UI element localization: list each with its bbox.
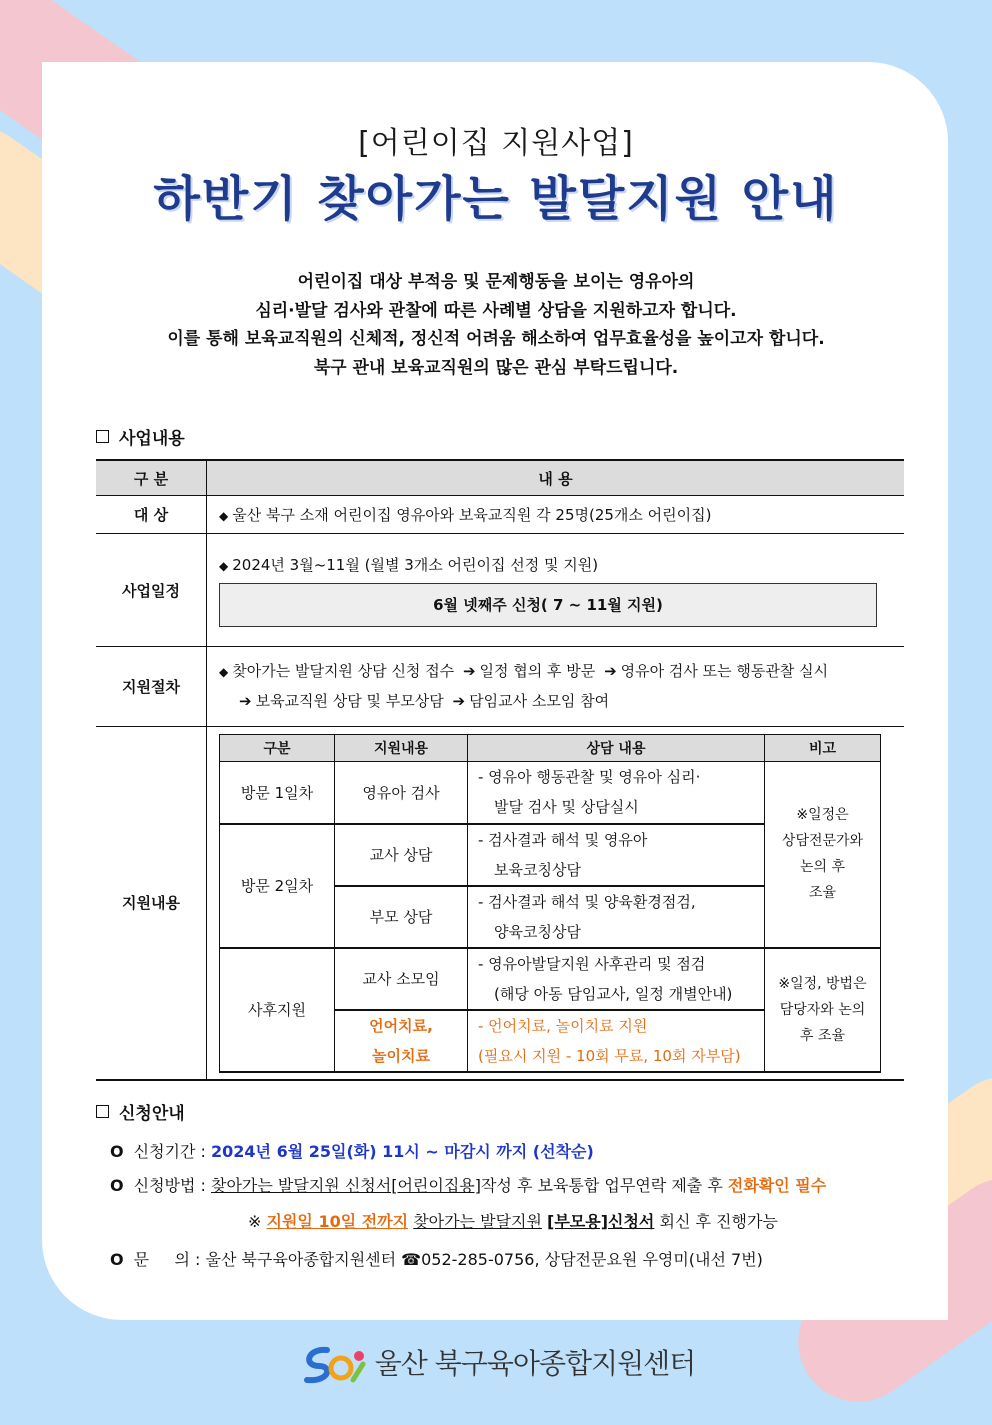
after-support: 사후지원 [220,948,335,1072]
col-header-content: 내 용 [207,460,905,496]
table-header-row [96,460,904,496]
support-item: 영유아 검사 [335,762,468,824]
table-row [96,727,904,1080]
page-title: 하반기 찾아가는 발달지원 안내 [153,171,839,227]
visit-day-1: 방문 1일차 [220,762,335,824]
org-logo-icon [297,1344,369,1386]
support-item-therapy: 언어치료, 놀이치료 [335,1010,468,1072]
circle-bullet-icon: O [110,1176,124,1195]
remark-note: ※일정은 상담전문가와 논의 후 조율 [765,762,881,948]
table-row [96,534,904,647]
apply-notice: ※ 지원일 10일 전까지 찾아가는 발달지원 [부모용]신청서 회신 후 진행가능 [248,1212,778,1231]
row-label-procedure: 지원절차 [96,647,207,727]
intro-line: 심리·발달 검사와 관찰에 따른 사례별 상담을 지원하고자 합니다. [255,300,737,321]
support-desc: - 영유아발달지원 사후관리 및 점검 (해당 아동 담임교사, 일정 개별안내) [468,948,765,1010]
support-desc: - 언어치료, 놀이치료 지원 (필요시 지원 - 10회 무료, 10회 자부담) [468,1010,765,1072]
diamond-bullet-icon: ◆ [219,665,229,679]
row-label-support: 지원내용 [96,727,207,1080]
inner-col-header: 지원내용 [335,735,468,762]
arrow-right-icon: ➔ [604,662,617,680]
section-title-business: 사업내용 [96,424,185,449]
support-item: 교사 상담 [335,824,468,886]
section-title-apply: 신청안내 [96,1099,185,1124]
checkbox-square-icon [96,430,109,443]
apply-period: O 신청기간 : 2024년 6월 25일(화) 11시 ~ 마감시 까지 (선착순) [110,1142,594,1161]
col-header-category: 구 분 [96,460,207,496]
footer-org: 울산 북구육아종합지원센터 [0,1342,992,1386]
support-desc: - 검사결과 해석 및 양육환경점검, 양육코칭상담 [468,886,765,948]
checkbox-square-icon [96,1105,109,1118]
support-detail-table [219,734,881,1073]
row-content-support [207,727,905,1080]
arrow-right-icon: ➔ [462,662,476,680]
intro-line: 이를 통해 보육교직원의 신체적, 정신적 어려움 해소하여 업무효율성을 높이고자 합니다. [167,329,825,349]
business-table [96,459,904,1081]
apply-method: O 신청방법 : 찾아가는 발달지원 신청서[어린이집용]작성 후 보육통합 업무연락 제출 후 전화확인 필수 [110,1176,827,1195]
support-item: 부모 상담 [335,886,468,948]
diamond-bullet-icon: ◆ [219,558,229,573]
apply-contact: O 문 의 : 울산 북구육아종합지원센터 ☎052-285-0756, 상담전문요원 우영미(내선 7번) [110,1250,763,1269]
row-content-schedule: ◆ 2024년 3월~11월 (월별 3개소 어린이집 선정 및 지원) 6월 넷째주 신청( 7 ~ 11월 지원) [207,534,905,647]
inner-col-header: 구분 [220,735,335,762]
arrow-right-icon: ➔ [452,692,466,710]
row-label-schedule: 사업일정 [96,534,207,647]
inner-col-header: 상담 내용 [468,735,765,762]
remark-note: ※일정, 방법은 담당자와 논의 후 조율 [765,948,881,1072]
category-heading: [어린이집 지원사업] [358,126,634,161]
diamond-bullet-icon: ◆ [219,509,229,523]
table-row [220,762,881,824]
inner-col-header: 비고 [765,735,881,762]
row-content-target: ◆ 울산 북구 소재 어린이집 영유아와 보육교직원 각 25명(25개소 어린이집) [207,496,905,534]
table-row [96,496,904,534]
support-item: 교사 소모임 [335,948,468,1010]
arrow-right-icon: ➔ [239,692,252,710]
circle-bullet-icon: O [110,1142,124,1161]
table-row [220,948,881,1010]
row-label-target: 대 상 [96,496,207,534]
schedule-highlight: 6월 넷째주 신청( 7 ~ 11월 지원) [219,583,877,627]
circle-bullet-icon: O [110,1250,124,1269]
row-content-procedure: ◆ 찾아가는 발달지원 상담 신청 접수 ➔ 일정 협의 후 방문 ➔ 영유아 검사 또는 행동관찰 실시 ➔ 보육교직원 상담 및 부모상담 ➔ 담임교사 소모임 참여 [207,647,905,727]
intro-text [60,268,932,382]
table-row [96,647,904,727]
intro-line: 북구 관내 보육교직원의 많은 관심 부탁드립니다. [313,357,679,378]
intro-line: 어린이집 대상 부적응 및 문제행동을 보이는 영유아의 [297,272,695,292]
visit-day-2: 방문 2일차 [220,824,335,948]
support-desc: - 검사결과 해석 및 영유아 보육코칭상담 [468,824,765,886]
support-desc: - 영유아 행동관찰 및 영유아 심리· 발달 검사 및 상담실시 [468,762,765,824]
